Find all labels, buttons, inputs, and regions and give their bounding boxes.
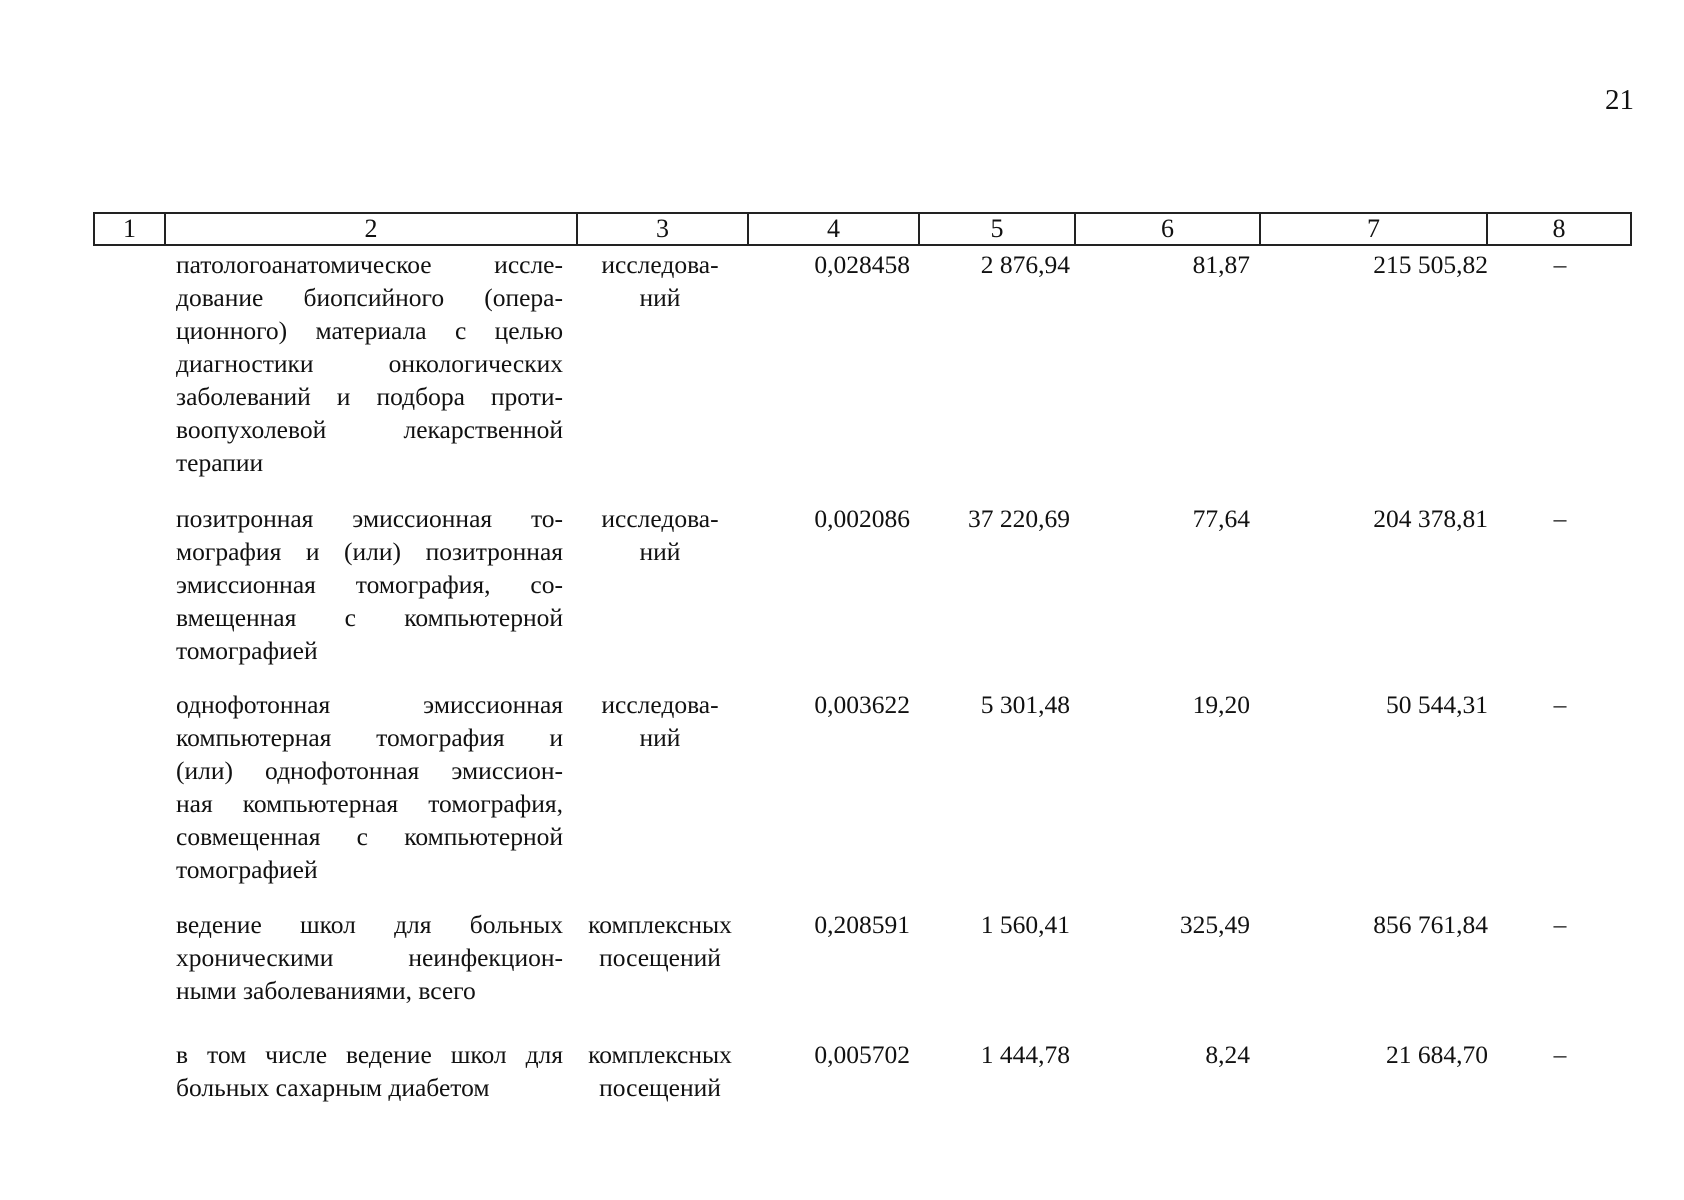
description-line: в том числе ведение школ для — [176, 1040, 563, 1069]
header-cell-7: 7 — [1260, 213, 1487, 245]
unit-line: комплексных — [588, 1040, 732, 1069]
header-cell-6: 6 — [1075, 213, 1260, 245]
description-line: вмещенная с компьютерной — [176, 603, 563, 632]
description-line: дование биопсийного (опера- — [176, 283, 563, 312]
description-line: ционного) материала с целью — [176, 316, 563, 345]
column-4-value: 0,002086 — [814, 504, 910, 533]
description-line: томографией — [176, 636, 318, 665]
column-6-value: 19,20 — [1192, 690, 1250, 719]
unit-of-measure — [575, 502, 745, 568]
column-4-value: 0,208591 — [814, 910, 910, 939]
column-6-value: 325,49 — [1179, 910, 1250, 939]
unit-of-measure — [575, 248, 745, 314]
column-8-value: – — [1553, 910, 1567, 939]
description-line: терапии — [176, 448, 264, 477]
description-line: больных сахарным диабетом — [176, 1073, 490, 1102]
column-8-value: – — [1553, 250, 1567, 279]
unit-line: ний — [639, 283, 681, 312]
service-description — [176, 502, 563, 667]
description-line: воопухолевой лекарственной — [176, 415, 563, 444]
description-line: совмещенная с компьютерной — [176, 822, 563, 851]
service-description — [176, 688, 563, 886]
column-8-value: – — [1553, 504, 1567, 533]
unit-line: посещений — [599, 1073, 721, 1102]
column-7-value: 204 378,81 — [1373, 504, 1488, 533]
description-line: позитронная эмиссионная то- — [176, 504, 563, 533]
header-cell-2: 2 — [165, 213, 577, 245]
description-line: ная компьютерная томография, — [176, 789, 563, 818]
description-line: (или) однофотонная эмиссион- — [176, 756, 563, 785]
description-line: томографией — [176, 855, 318, 884]
column-4-value: 0,005702 — [814, 1040, 910, 1069]
description-line: компьютерная томография и — [176, 723, 563, 752]
description-line: ными заболеваниями, всего — [176, 976, 476, 1005]
unit-line: комплексных — [588, 910, 732, 939]
unit-line: ний — [639, 537, 681, 566]
header-cell-3: 3 — [577, 213, 748, 245]
description-line: диагностики онкологических — [176, 349, 563, 378]
column-7-value: 215 505,82 — [1373, 250, 1488, 279]
unit-of-measure — [575, 1038, 745, 1104]
unit-line: исследова- — [601, 504, 719, 533]
unit-line: исследова- — [601, 250, 719, 279]
description-line: ведение школ для больных — [176, 910, 563, 939]
column-8-value: – — [1553, 1040, 1567, 1069]
service-description — [176, 1038, 563, 1104]
header-cell-8: 8 — [1487, 213, 1631, 245]
header-cell-4: 4 — [748, 213, 919, 245]
column-5-value: 37 220,69 — [968, 504, 1070, 533]
column-5-value: 1 444,78 — [980, 1040, 1070, 1069]
column-6-value: 77,64 — [1192, 504, 1250, 533]
description-line: мография и (или) позитронная — [176, 537, 563, 566]
description-line: патологоанатомическое иссле- — [176, 250, 563, 279]
column-7-value: 856 761,84 — [1373, 910, 1488, 939]
service-description — [176, 908, 563, 1007]
column-6-value: 8,24 — [1205, 1040, 1250, 1069]
description-line: эмиссионная томография, со- — [176, 570, 563, 599]
unit-line: посещений — [599, 943, 721, 972]
description-line: хроническими неинфекцион- — [176, 943, 563, 972]
description-line: однофотонная эмиссионная — [176, 690, 563, 719]
header-cell-1: 1 — [94, 213, 165, 245]
column-5-value: 5 301,48 — [980, 690, 1070, 719]
column-4-value: 0,003622 — [814, 690, 910, 719]
column-number-header — [93, 212, 1632, 246]
unit-of-measure — [575, 688, 745, 754]
page-number: 21 — [1605, 84, 1634, 116]
description-line: заболеваний и подбора проти- — [176, 382, 563, 411]
column-7-value: 50 544,31 — [1386, 690, 1488, 719]
column-5-value: 2 876,94 — [980, 250, 1070, 279]
unit-of-measure — [575, 908, 745, 974]
column-6-value: 81,87 — [1192, 250, 1250, 279]
header-cell-5: 5 — [919, 213, 1075, 245]
column-4-value: 0,028458 — [814, 250, 910, 279]
column-8-value: – — [1553, 690, 1567, 719]
unit-line: исследова- — [601, 690, 719, 719]
unit-line: ний — [639, 723, 681, 752]
column-5-value: 1 560,41 — [980, 910, 1070, 939]
service-description — [176, 248, 563, 479]
column-7-value: 21 684,70 — [1386, 1040, 1488, 1069]
